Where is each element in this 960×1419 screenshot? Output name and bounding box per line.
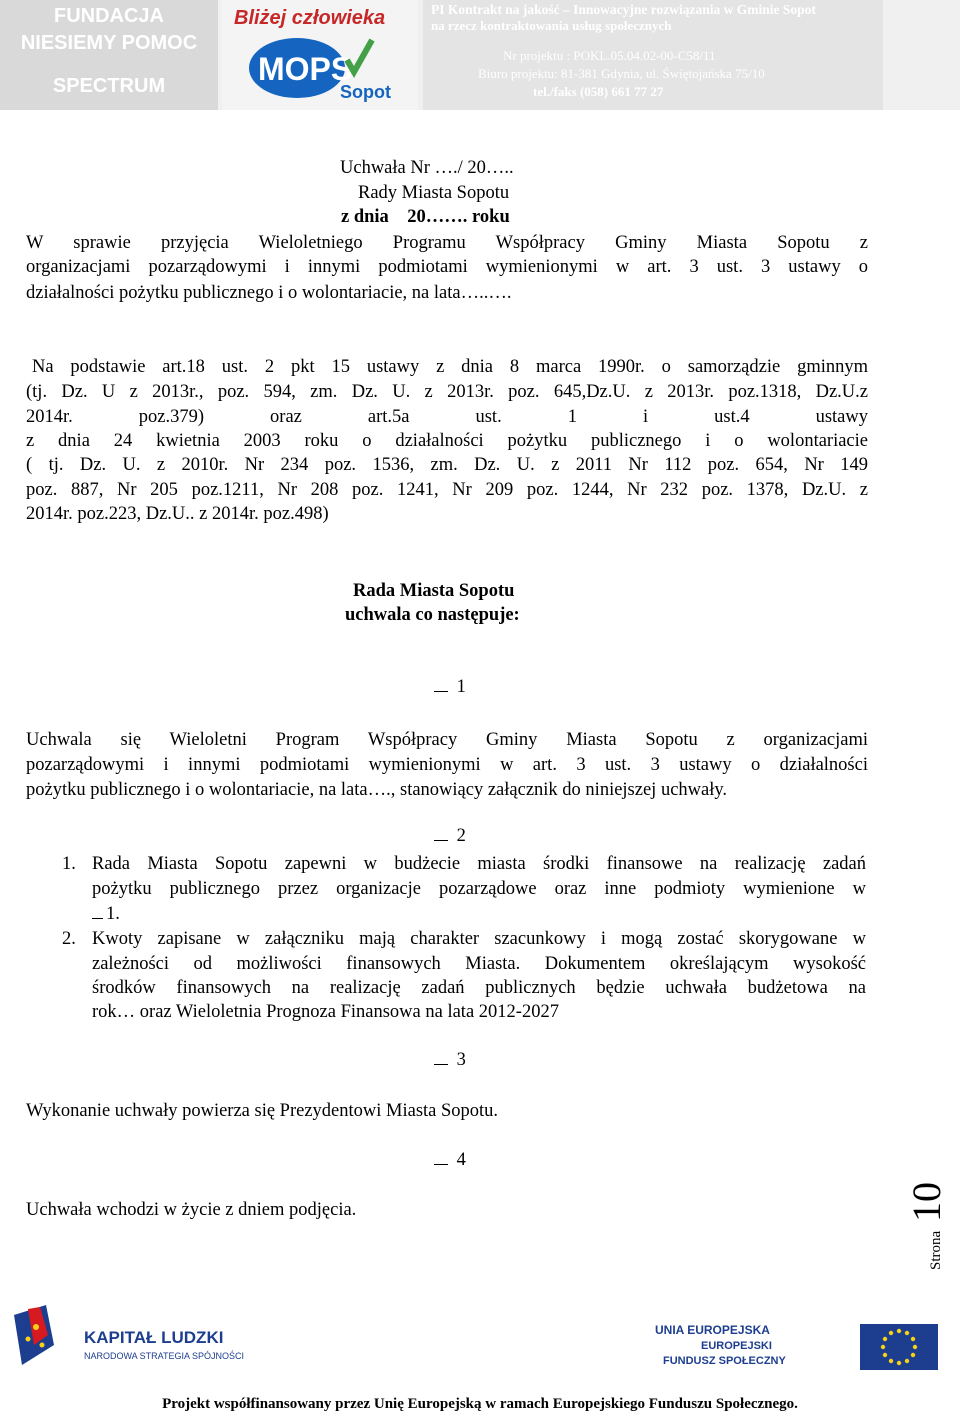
resolution-date: z dnia 20……. roku <box>341 207 510 227</box>
eu-line-3: FUNDUSZ SPOŁECZNY <box>663 1355 786 1367</box>
section-1-line-1: Uchwala się Wieloletni Program Współpracy Gminy Miasta Sopotu z organizacjami <box>26 730 868 750</box>
section-symbol-icon <box>434 1052 448 1065</box>
section-symbol-icon <box>434 679 448 692</box>
project-info <box>423 0 883 110</box>
section-2-item-2-line-2: zależności od możliwości finansowych Miasta. Dokumentem określającym wysokość <box>92 954 866 974</box>
section-2-item-1-line-3: 1. <box>92 902 120 926</box>
section-2-item-1-line-1: Rada Miasta Sopotu zapewni w budżecie miasta środki finansowe na realizację zadań <box>92 854 866 874</box>
section-2-heading: 2 <box>434 826 466 847</box>
project-office: Biuro projektu: 81-381 Gdynia, ul. Świętojańska 75/10 <box>478 66 765 81</box>
org-name-line1: FUNDACJA <box>54 5 164 27</box>
council-name: Rady Miasta Sopotu <box>358 183 510 203</box>
kl-subtitle: NARODOWA STRATEGIA SPÓJNOŚCI <box>84 1351 245 1361</box>
eu-efs-logo <box>655 1318 940 1374</box>
section-1-heading: 1 <box>434 677 466 698</box>
section-3-text: Wykonanie uchwały powierza się Prezydentowi Miasta Sopotu. <box>26 1101 499 1121</box>
logo-slogan: Bliżej człowieka <box>234 7 386 29</box>
eu-flag-icon <box>860 1324 938 1370</box>
section-4-heading: 4 <box>434 1150 466 1171</box>
subject-line-3: działalności pożytku publicznego i o wolontariacie, na lata…..…. <box>26 283 512 303</box>
resolution-number: Uchwała Nr …./ 20….. <box>340 158 514 178</box>
section-2-item-2-number: 2. <box>62 929 76 949</box>
section-1-line-2: pozarządowymi i innymi podmiotami wymienionymi w art. 3 ust. 3 ustawy o działalności <box>26 755 868 775</box>
basis-line-7: 2014r. poz.223, Dz.U.. z 2014r. poz.498) <box>26 504 329 524</box>
page-header <box>0 0 960 110</box>
basis-line-4: z dnia 24 kwietnia 2003 roku o działalności pożytku publicznego i o wolontariacie <box>26 431 868 451</box>
basis-line-6: poz. 887, Nr 205 poz.1211, Nr 208 poz. 1241, Nr 209 poz. 1244, Nr 232 poz. 1378, Dz.U. z <box>26 480 868 500</box>
section-2-item-2-line-1: Kwoty zapisane w załączniku mają charakter szacunkowy i mogą zostać skorygowane w <box>92 929 866 949</box>
basis-line-1: Na podstawie art.18 ust. 2 pkt 15 ustawy z dnia 8 marca 1990r. o samorządzie gminnym <box>32 357 868 377</box>
logo-sub: Sopot <box>340 82 391 102</box>
kapital-ludzki-logo <box>14 1305 254 1377</box>
project-number: Nr projektu : POKL.05.04.02-00-C58/11 <box>503 48 716 63</box>
page-number-value: 10 <box>904 1182 949 1222</box>
section-symbol-icon <box>92 908 103 919</box>
eu-line-2: EUROPEJSKI <box>701 1340 772 1352</box>
resolves-line-2: uchwala co następuje: <box>345 605 520 625</box>
org-name-line3: SPECTRUM <box>52 75 166 97</box>
foundation-logo <box>0 0 218 110</box>
basis-line-2: (tj. Dz. U z 2013r., poz. 594, zm. Dz. U. z 2013r. poz. 645,Dz.U. z 2013r. poz.1318, Dz.U.z <box>26 382 868 402</box>
section-2-item-2-line-3: środków finansowych na realizację zadań publicznych będzie uchwała budżetowa na <box>92 978 866 998</box>
section-symbol-icon <box>434 1152 448 1165</box>
section-2-item-1-line-2: pożytku publicznego przez organizacje pozarządowe oraz inne podmioty wymienione w <box>92 879 866 899</box>
section-3-heading: 3 <box>434 1050 466 1071</box>
project-phone: tel./faks (058) 661 77 27 <box>533 84 664 99</box>
project-title-2: na rzecz kontraktowania usług społecznych <box>431 18 672 33</box>
section-1-line-3: pożytku publicznego i o wolontariacie, na lata…., stanowiący załącznik do niniejszej uchwały. <box>26 780 728 800</box>
basis-line-5: ( tj. Dz. U. z 2010r. Nr 234 poz. 1536, zm. Dz. U. z 2011 Nr 112 poz. 654, Nr 149 <box>26 455 868 475</box>
page-number <box>904 1170 960 1275</box>
eu-line-1: UNIA EUROPEJSKA <box>655 1323 770 1337</box>
section-symbol-icon <box>434 828 448 841</box>
org-name-line2: NIESIEMY POMOC <box>20 32 198 54</box>
subject-line-1: W sprawie przyjęcia Wieloletniego Programu Współpracy Gminy Miasta Sopotu z <box>26 233 868 253</box>
basis-line-3: 2014r. poz.379) oraz art.5a ust. 1 i ust.4 ustawy <box>26 407 868 427</box>
subject-line-2: organizacjami pozarządowymi i innymi podmiotami wymienionymi w art. 3 ust. 3 ustawy o <box>26 257 868 277</box>
mops-logo <box>222 0 418 110</box>
section-4-text: Uchwała wchodzi w życie z dniem podjęcia. <box>26 1200 357 1220</box>
section-2-item-1-number: 1. <box>62 854 76 874</box>
resolves-line-1: Rada Miasta Sopotu <box>353 581 515 601</box>
section-2-item-2-line-4: rok… oraz Wieloletnia Prognoza Finansowa na lata 2012-2027 <box>92 1002 559 1022</box>
cofinance-statement: Projekt współfinansowany przez Unię Europejską w ramach Europejskiego Funduszu Społecznego. <box>162 1396 798 1412</box>
kl-title: KAPITAŁ LUDZKI <box>84 1328 224 1347</box>
logo-main: MOPS <box>258 51 353 87</box>
page-label: Strona <box>928 1230 944 1270</box>
project-title-1: PI Kontrakt na jakość – Innowacyjne rozwiązania w Gminie Sopot <box>431 2 816 17</box>
